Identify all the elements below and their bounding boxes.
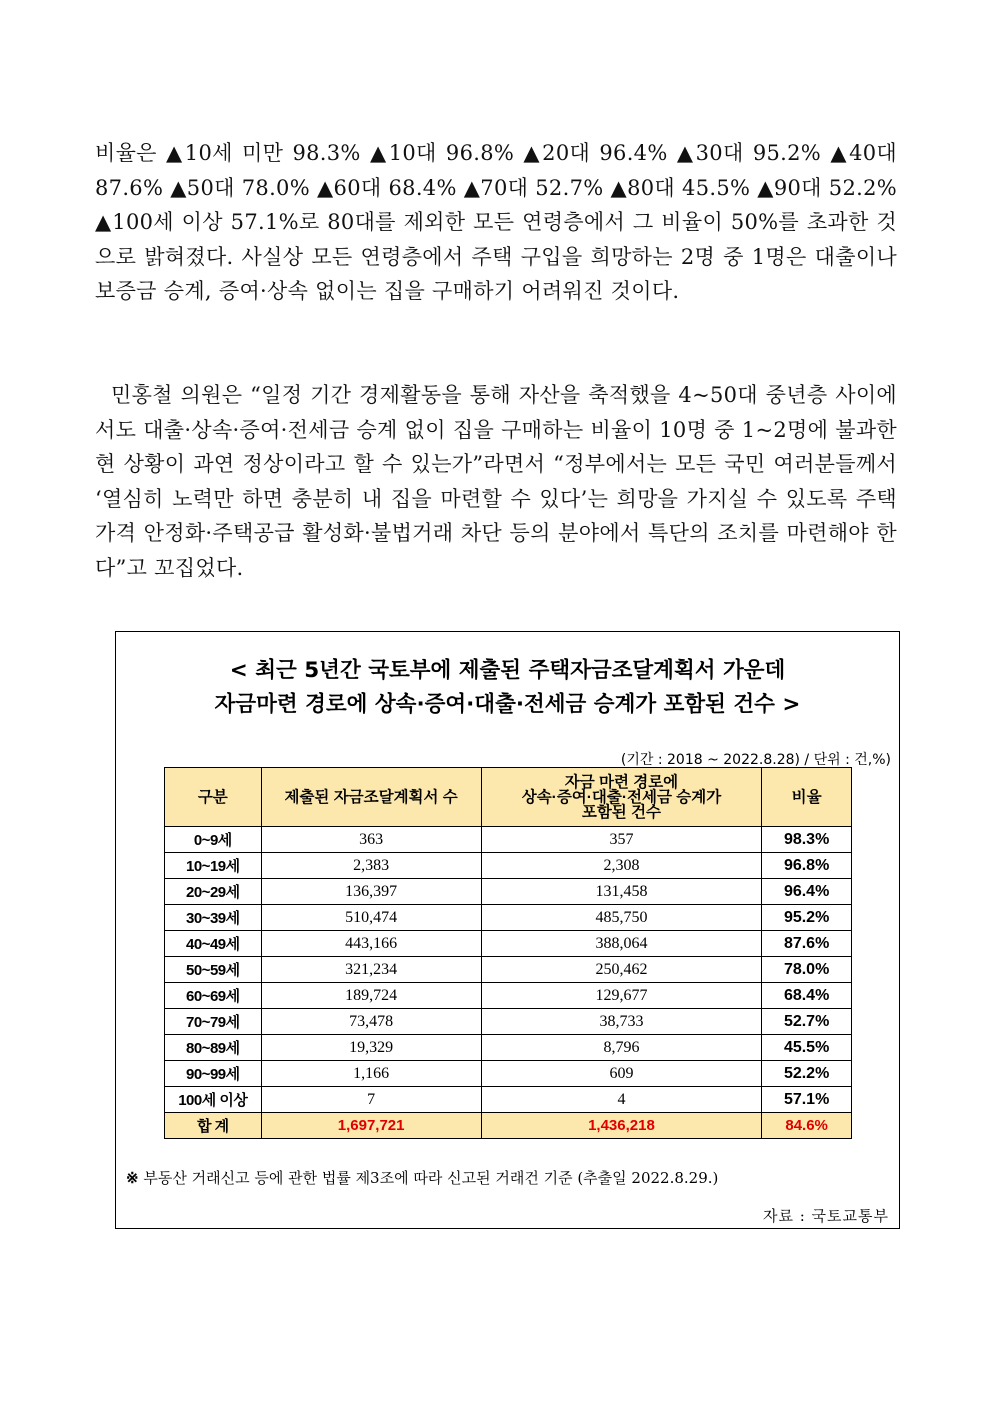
table-box	[115, 631, 900, 1229]
rate-cell: 98.3%	[762, 827, 852, 853]
total-included-cell: 1,436,218	[481, 1113, 762, 1139]
rate-cell: 68.4%	[762, 983, 852, 1009]
included-count-cell: 38,733	[481, 1009, 762, 1035]
table-title-line-1: < 최근 5년간 국토부에 제출된 주택자금조달계획서 가운데	[229, 658, 786, 683]
header-included-line-3: 포함된 건수	[581, 803, 662, 821]
data-table	[164, 767, 852, 1139]
table-row	[165, 853, 852, 879]
table-title-line-2: 자금마련 경로에 상속·증여·대출·전세금 승계가 포함된 건수 >	[214, 692, 801, 717]
table-row	[165, 1087, 852, 1113]
rate-cell: 57.1%	[762, 1087, 852, 1113]
submitted-count-cell: 19,329	[261, 1035, 481, 1061]
age-group-cell: 70~79세	[165, 1009, 262, 1035]
age-group-cell: 30~39세	[165, 905, 262, 931]
submitted-count-cell: 73,478	[261, 1009, 481, 1035]
included-count-cell: 8,796	[481, 1035, 762, 1061]
submitted-count-cell: 363	[261, 827, 481, 853]
submitted-count-cell: 189,724	[261, 983, 481, 1009]
body-paragraph-2	[95, 378, 897, 585]
header-included	[481, 768, 762, 827]
footnote-mark: ※	[126, 1169, 139, 1187]
age-group-cell: 40~49세	[165, 931, 262, 957]
table-row	[165, 1009, 852, 1035]
submitted-count-cell: 321,234	[261, 957, 481, 983]
included-count-cell: 2,308	[481, 853, 762, 879]
footnote-text: 부동산 거래신고 등에 관한 법률 제3조에 따라 신고된 거래건 기준 (추출일 2022.8.29.)	[143, 1169, 719, 1187]
included-count-cell: 4	[481, 1087, 762, 1113]
table-header-row	[165, 768, 852, 827]
table-row	[165, 983, 852, 1009]
submitted-count-cell: 2,383	[261, 853, 481, 879]
rate-cell: 87.6%	[762, 931, 852, 957]
source-label: 자료 : 국토교통부	[762, 1207, 889, 1225]
submitted-count-cell: 510,474	[261, 905, 481, 931]
age-group-cell: 20~29세	[165, 879, 262, 905]
table-row	[165, 827, 852, 853]
age-group-cell: 100세 이상	[165, 1087, 262, 1113]
rate-cell: 52.2%	[762, 1061, 852, 1087]
footnote	[126, 1167, 896, 1188]
age-group-cell: 10~19세	[165, 853, 262, 879]
table-row	[165, 1035, 852, 1061]
age-group-cell: 60~69세	[165, 983, 262, 1009]
body-paragraph-1: 비율은 ▲10세 미만 98.3% ▲10대 96.8% ▲20대 96.4% ▲30대 95.2% ▲40대 87.6% ▲50대 78.0% ▲60대 68.4% ▲70대 52.7% ▲80대 45.5% ▲90대 52.2% ▲100세 이상 57.1%로 80대를 제외한 모든 연령층에서 그 비율이 50%를 초과한 것으로 밝혀졌다. 사실상 모든 연령층에서 주택 구입을 희망하는 2명 중 1명은 대출이나 보증금 승계, 증여·상속 없이는 집을 구매하기 어려워진 것이다.	[95, 141, 897, 303]
table-row	[165, 1061, 852, 1087]
submitted-count-cell: 136,397	[261, 879, 481, 905]
age-group-cell: 80~89세	[165, 1035, 262, 1061]
header-submitted: 제출된 자금조달계획서 수	[261, 768, 481, 827]
rate-cell: 45.5%	[762, 1035, 852, 1061]
rate-cell: 95.2%	[762, 905, 852, 931]
total-rate-cell: 84.6%	[762, 1113, 852, 1139]
header-included-line-2: 상속·증여·대출·전세금 승계가	[521, 788, 722, 806]
age-group-cell: 90~99세	[165, 1061, 262, 1087]
table-row	[165, 905, 852, 931]
table-row	[165, 957, 852, 983]
total-label-cell: 합 계	[165, 1113, 262, 1139]
included-count-cell: 485,750	[481, 905, 762, 931]
included-count-cell: 131,458	[481, 879, 762, 905]
included-count-cell: 357	[481, 827, 762, 853]
paragraph-2-text: 민홍철 의원은 “일정 기간 경제활동을 통해 자산을 축적했을 4~50대 중년층 사이에서도 대출·상속·증여·전세금 승계 없이 집을 구매하는 비율이 10명 중 1~2명에 불과한 현 상황이 과연 정상이라고 할 수 있는가”라면서 “정부에서는 모든 국민 여러분들께서 ‘열심히 노력만 하면 충분히 내 집을 마련할 수 있다’는 희망을 가지실 수 있도록 주택 가격 안정화·주택공급 활성화·불법거래 차단 등의 분야에서 특단의 조치를 마련해야 한다”고 꼬집었다.	[95, 383, 897, 580]
rate-cell: 96.4%	[762, 879, 852, 905]
included-count-cell: 129,677	[481, 983, 762, 1009]
table-row	[165, 879, 852, 905]
submitted-count-cell: 7	[261, 1087, 481, 1113]
age-group-cell: 50~59세	[165, 957, 262, 983]
period-unit-label: (기간 : 2018 ~ 2022.8.28) / 단위 : 건,%)	[620, 752, 891, 768]
included-count-cell: 250,462	[481, 957, 762, 983]
table-row	[165, 931, 852, 957]
header-included-line-1: 자금 마련 경로에	[564, 773, 679, 791]
header-category: 구분	[165, 768, 262, 827]
submitted-count-cell: 1,166	[261, 1061, 481, 1087]
header-rate: 비율	[762, 768, 852, 827]
included-count-cell: 609	[481, 1061, 762, 1087]
included-count-cell: 388,064	[481, 931, 762, 957]
rate-cell: 96.8%	[762, 853, 852, 879]
table-title	[116, 654, 899, 722]
total-submitted-cell: 1,697,721	[261, 1113, 481, 1139]
total-row	[165, 1113, 852, 1139]
submitted-count-cell: 443,166	[261, 931, 481, 957]
rate-cell: 78.0%	[762, 957, 852, 983]
age-group-cell: 0~9세	[165, 827, 262, 853]
rate-cell: 52.7%	[762, 1009, 852, 1035]
